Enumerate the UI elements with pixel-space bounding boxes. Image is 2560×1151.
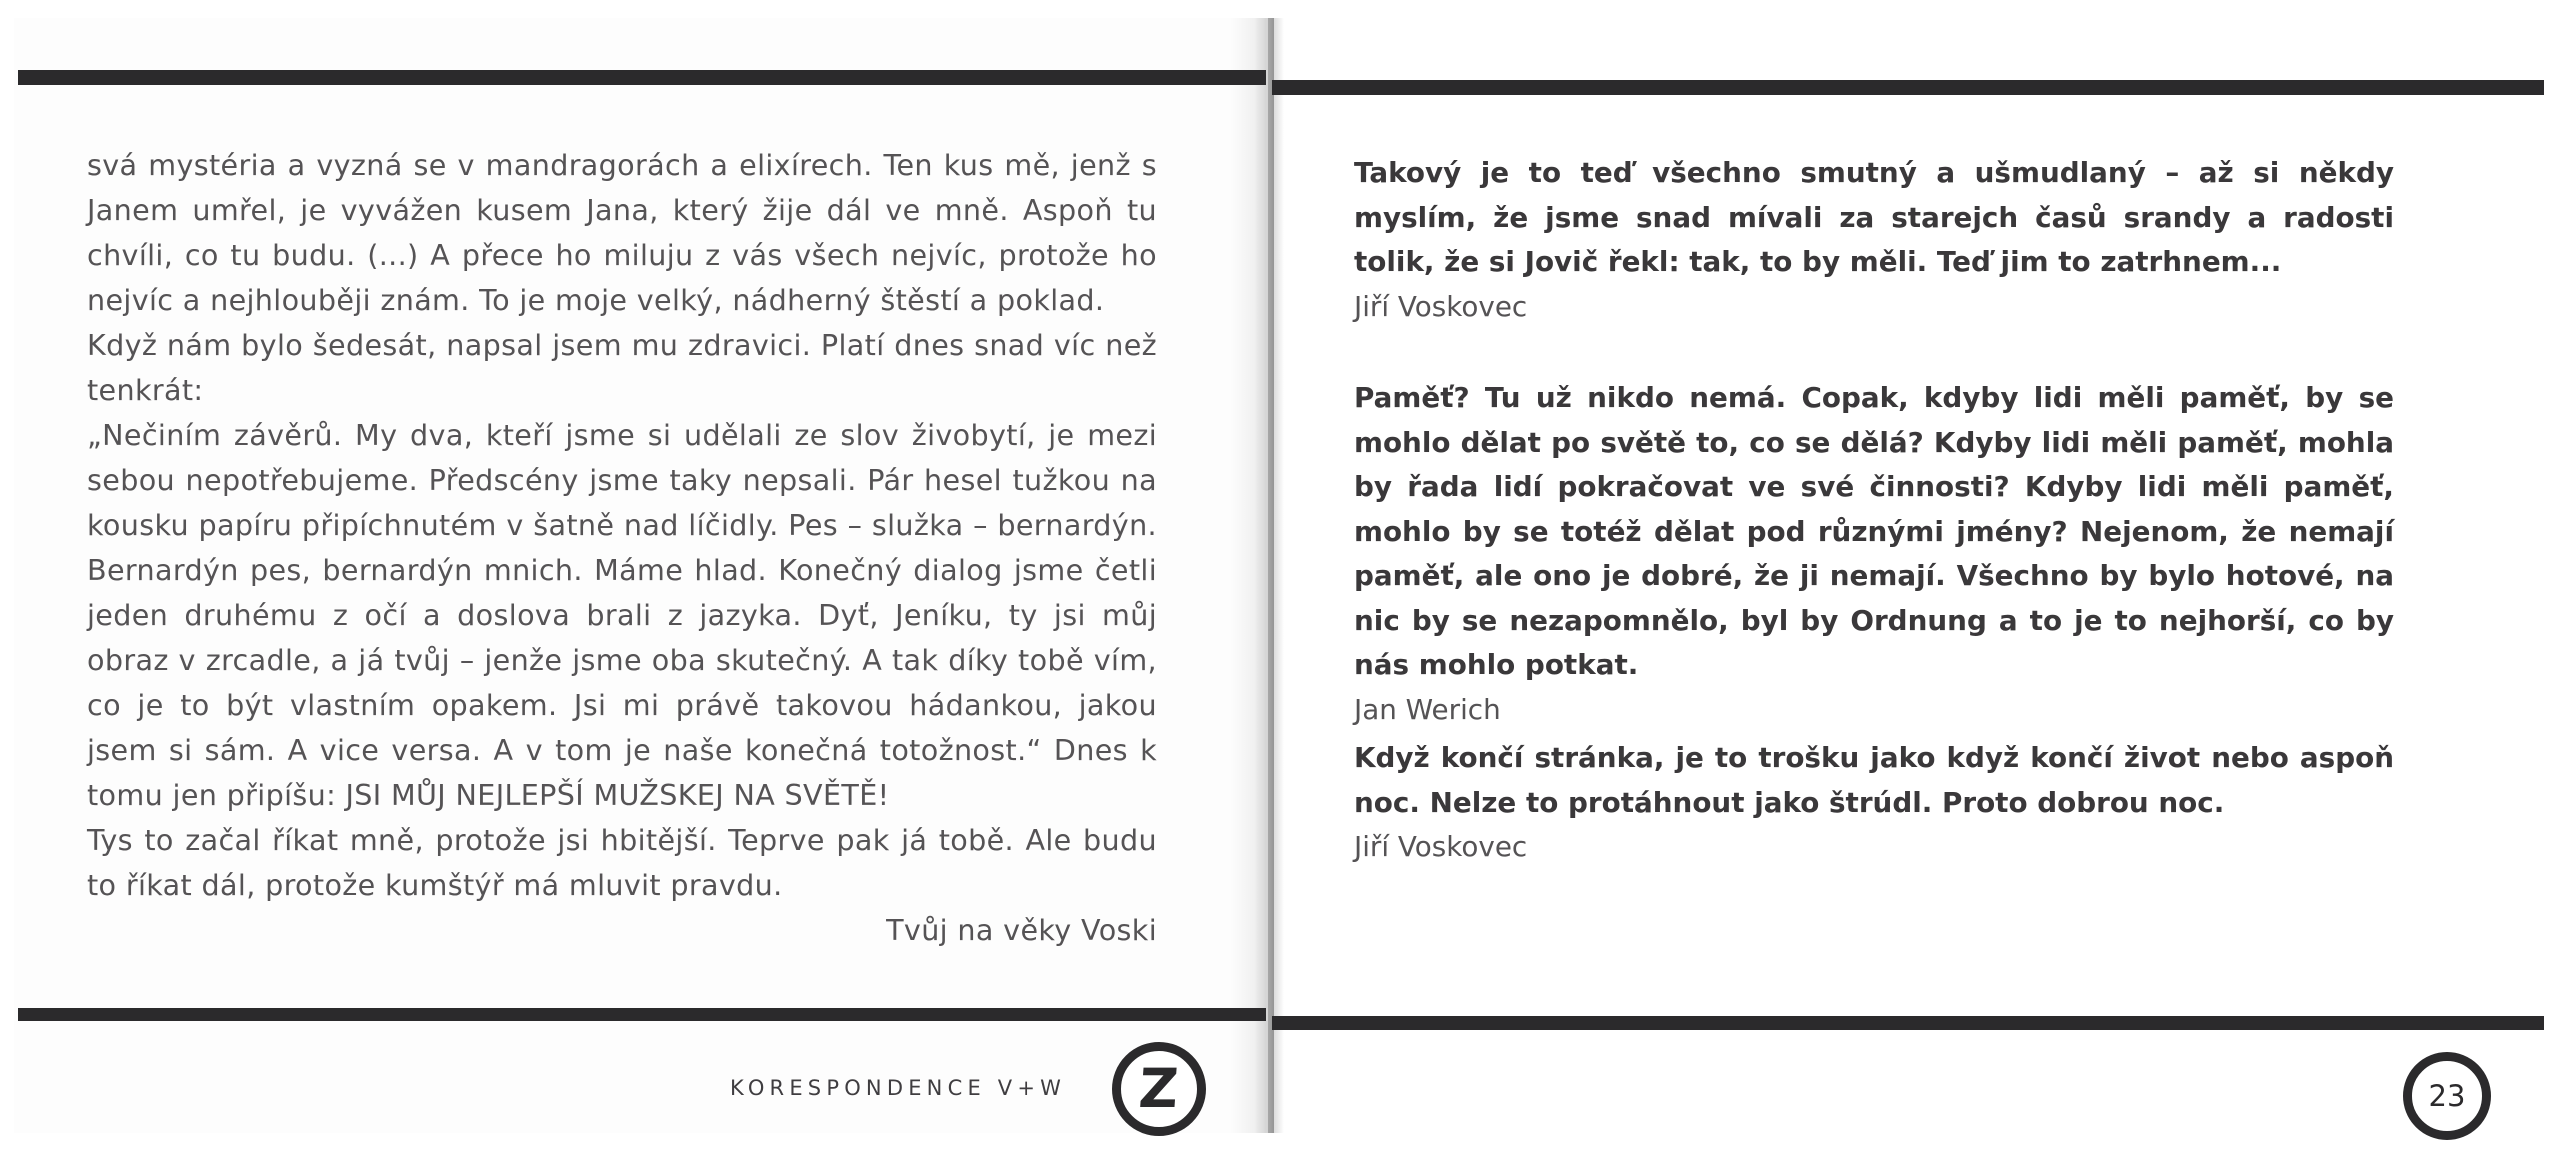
footer-series-label: KORESPONDENCE V+W (730, 1076, 1067, 1100)
letter-paragraph-4: Tys to začal říkat mně, protože jsi hbitější. Teprve pak já tobě. Ale budu to říkat dál, protože kumštýř má mluvit pravdu. (87, 823, 1157, 902)
right-bottom-rule (1272, 1016, 2544, 1030)
letter-paragraph-2: Když nám bylo šedesát, napsal jsem mu zdravici. Platí dnes snad víc než tenkrát: (87, 328, 1157, 407)
z-logo-letter: Z (1137, 1057, 1181, 1120)
letter-signature: Tvůj na věky Voski (886, 913, 1157, 947)
right-top-rule (1272, 80, 2544, 95)
quote-author-3: Jiří Voskovec (1354, 830, 1528, 863)
letter-paragraph-1: svá mystéria a vyzná se v mandragorách a elixírech. Ten kus mě, jenž s Janem umřel, je vyvážen kusem Jana, který žije dál ve mně. Aspoň tu chvíli, co tu budu. (...) A přece ho miluju z vás všech nejvíc, protože ho nejvíc a nejhlouběji znám. To je moje velký, nádherný štěstí a poklad. (87, 148, 1157, 317)
left-bottom-rule (18, 1008, 1266, 1021)
quote-block-1 (1354, 151, 2394, 329)
letter-body (87, 143, 1157, 953)
quote-block-2 (1354, 376, 2394, 732)
book-gutter-shadow-right (1268, 18, 1284, 1133)
letter-paragraph-3: „Nečiním závěrů. My dva, kteří jsme si udělali ze slov živobytí, je mezi sebou nepotřebujeme. Předscény jsme taky nepsali. Pár hesel tužkou na kousku papíru připíchnutém v šatně nad líčidly. Pes – služka – bernardýn. Bernardýn pes, bernardýn mnich. Máme hlad. Konečný dialog jsme četli jeden druhému z očí a doslova brali z jazyka. Dyť, Jeníku, ty jsi můj obraz v zrcadle, a já tvůj – jenže jsme oba skutečný. A tak díky tobě vím, co je to být vlastním opakem. Jsi mi právě takovou hádankou, jakou jsem si sám. A vice versa. A v tom je naše konečná totožnost.“ Dnes k tomu jen připíšu: JSI MŮJ NEJLEPŠÍ MUŽSKEJ NA SVĚTĚ! (87, 418, 1157, 812)
z-logo-icon (1112, 1042, 1206, 1136)
quote-text-1: Takový je to teď všechno smutný a ušmudlaný – až si někdy myslím, že jsme snad mívali za starejch časů srandy a radosti tolik, že si Jovič řekl: tak, to by měli. Teď jim to zatrhnem... (1354, 156, 2394, 278)
left-top-rule (18, 70, 1266, 85)
quote-text-2: Paměť? Tu už nikdo nemá. Copak, kdyby lidi měli paměť, by se mohlo dělat po světě to, co se dělá? Kdyby lidi měli paměť, mohla by řada lidí pokračovat ve své činnosti? Kdyby lidi měli paměť, mohlo by se totéž dělat pod různými jmény? Nejenom, že nemají paměť, ale ono je dobré, že ji nemají. Všechno by bylo hotové, na nic by se nezapomnělo, byl by Ordnung a to je to nejhorší, co by nás mohlo potkat. (1354, 381, 2394, 681)
quote-author-1: Jiří Voskovec (1354, 289, 1528, 323)
quote-text-3: Když končí stránka, je to trošku jako když končí život nebo aspoň noc. Nelze to protáhnout jako štrúdl. Proto dobrou noc. (1354, 741, 2394, 819)
quote-author-2: Jan Werich (1354, 692, 1501, 726)
page-number-badge: 23 (2403, 1052, 2491, 1140)
quote-block-3 (1354, 736, 2394, 870)
